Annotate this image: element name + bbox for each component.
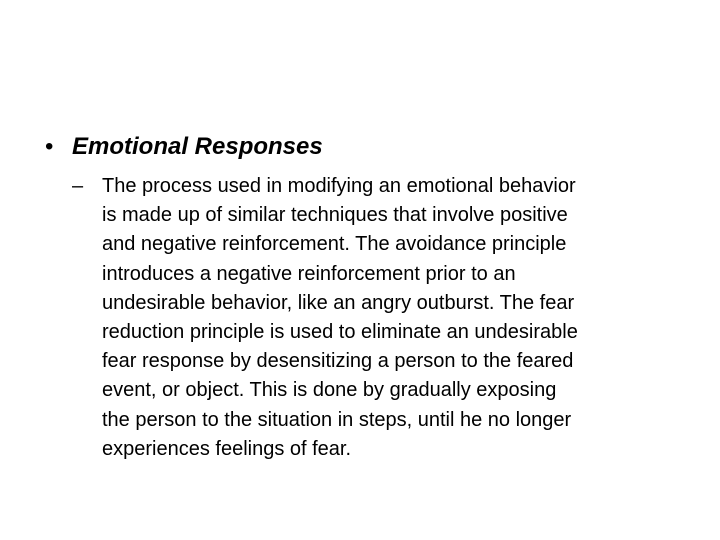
- sub-bullet-item: [72, 172, 682, 464]
- body-line: the person to the situation in steps, until he no longer: [102, 408, 572, 431]
- sub-bullet-text: [102, 172, 578, 464]
- body-line: event, or object. This is done by gradually exposing: [102, 379, 557, 402]
- body-line: is made up of similar techniques that involve positive: [102, 204, 568, 227]
- body-line: and negative reinforcement. The avoidance principle: [102, 233, 567, 256]
- body-line: undesirable behavior, like an angry outburst. The fear: [102, 291, 575, 314]
- body-line: introduces a negative reinforcement prior to an: [102, 262, 516, 285]
- bullet-marker: •: [45, 133, 54, 160]
- sub-bullet-marker: –: [72, 175, 84, 197]
- body-line: The process used in modifying an emotional behavior: [102, 175, 576, 197]
- bullet-item: [45, 131, 323, 163]
- bullet-heading: Emotional Responses: [72, 133, 323, 160]
- body-line: reduction principle is used to eliminate an undesirable: [102, 321, 578, 344]
- body-line: fear response by desensitizing a person to the feared: [102, 350, 574, 373]
- body-line: experiences feelings of fear.: [102, 437, 352, 460]
